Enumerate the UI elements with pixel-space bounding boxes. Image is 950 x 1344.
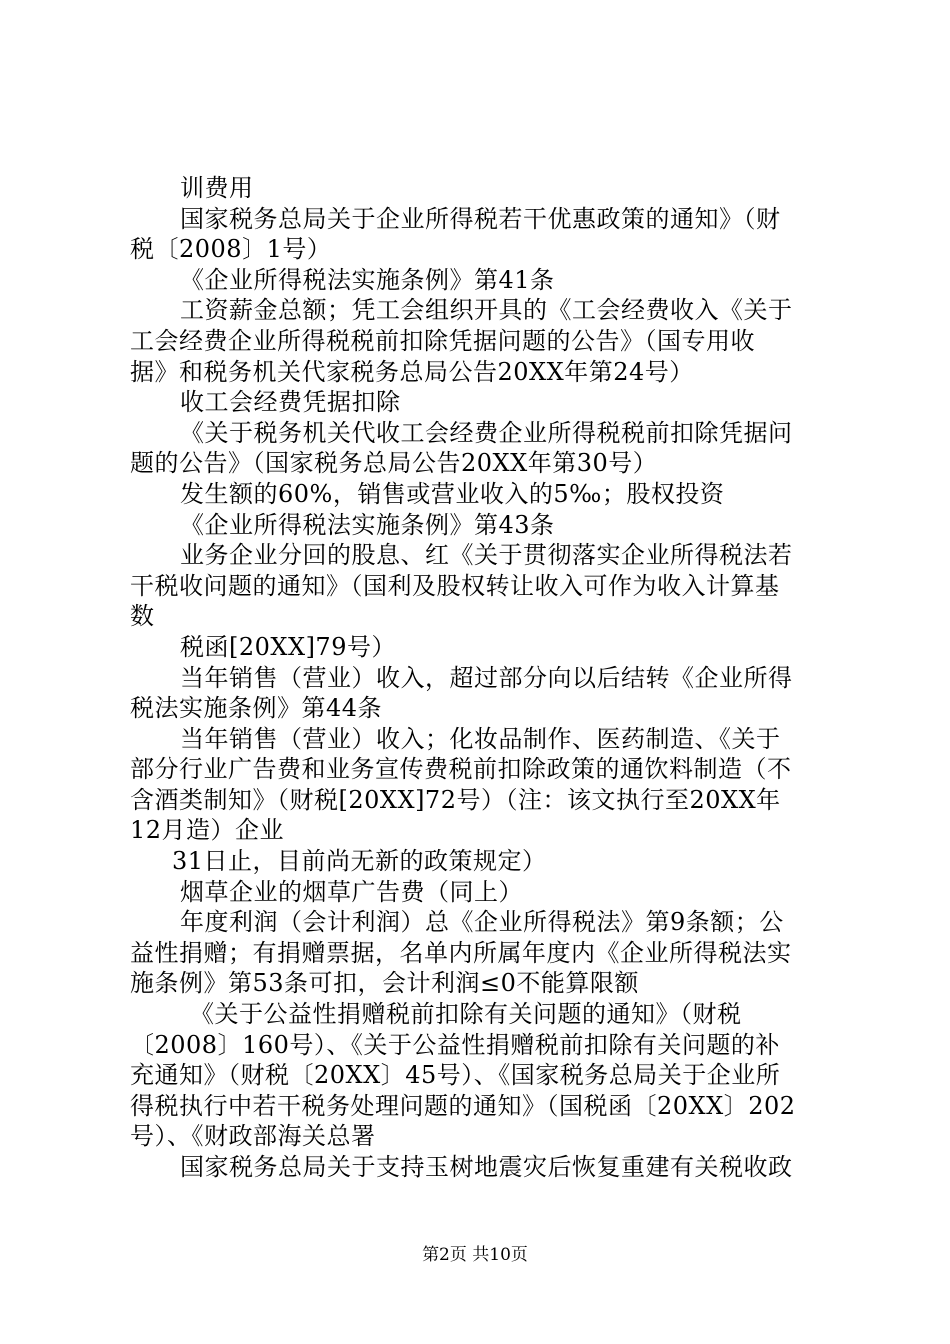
text-line: 31日止，目前尚无新的政策规定） xyxy=(172,847,547,876)
text-line: 益性捐赠；有捐赠票据，名单内所属年度内《企业所得税法实 xyxy=(130,938,792,967)
text-line: 工资薪金总额；凭工会组织开具的《工会经费收入《关于 xyxy=(180,296,793,325)
text-line: 充通知》（财税〔20XX〕45号）、《国家税务总局关于企业所 xyxy=(130,1061,781,1090)
text-line: 收工会经费凭据扣除 xyxy=(180,388,401,417)
page-number-footer: 第2页 共10页 xyxy=(422,1245,528,1265)
text-line: 《关于公益性捐赠税前扣除有关问题的通知》（财税 xyxy=(190,1000,742,1029)
text-line: 当年销售（营业）收入；化妆品制作、医药制造、《关于 xyxy=(180,724,781,753)
text-line: 发生额的60%，销售或营业收入的5‰；股权投资 xyxy=(180,479,725,508)
text-line: 据》和税务机关代家税务总局公告20XX年第24号） xyxy=(130,357,694,386)
text-line: 施条例》第53条可扣，会计利润≤0不能算限额 xyxy=(130,969,639,998)
text-line: 得税执行中若干税务处理问题的通知》（国税函〔20XX〕202 xyxy=(130,1091,796,1120)
text-line: 年度利润（会计利润）总《企业所得税法》第9条额；公 xyxy=(180,908,784,937)
text-line: 题的公告》（国家税务总局公告20XX年第30号） xyxy=(130,449,658,478)
text-line: 部分行业广告费和业务宣传费税前扣除政策的通饮料制造（不 xyxy=(130,755,792,784)
text-line: 国家税务总局关于企业所得税若干优惠政策的通知》（财 xyxy=(180,204,781,233)
text-line: 〔2008〕160号）、《关于公益性捐赠税前扣除有关问题的补 xyxy=(130,1030,780,1059)
text-line: 《关于税务机关代收工会经费企业所得税税前扣除凭据问 xyxy=(180,418,793,447)
text-line: 《企业所得税法实施条例》第43条 xyxy=(180,510,555,539)
text-line: 号）、《财政部海关总署 xyxy=(130,1122,376,1151)
text-line: 《企业所得税法实施条例》第41条 xyxy=(180,265,555,294)
text-line: 数 xyxy=(130,602,155,631)
text-line: 当年销售（营业）收入，超过部分向以后结转《企业所得 xyxy=(180,663,793,692)
text-line: 12月造）企业 xyxy=(130,816,285,845)
text-line: 税〔2008〕1号） xyxy=(130,235,332,264)
text-line: 干税收问题的通知》（国利及股权转让收入可作为收入计算基 xyxy=(130,571,780,600)
document-body xyxy=(130,173,834,1183)
text-line: 国家税务总局关于支持玉树地震灾后恢复重建有关税收政 xyxy=(180,1153,793,1181)
text-line: 税函[20XX]79号） xyxy=(180,632,396,661)
text-line: 含酒类制知》（财税[20XX]72号）（注：该文执行至20XX年 xyxy=(130,785,781,814)
text-line: 业务企业分回的股息、红《关于贯彻落实企业所得税法若 xyxy=(180,541,793,570)
text-line: 税法实施条例》第44条 xyxy=(130,694,383,723)
text-line: 烟草企业的烟草广告费（同上） xyxy=(180,877,523,906)
text-line: 训费用 xyxy=(180,174,254,202)
text-line: 工会经费企业所得税税前扣除凭据问题的公告》（国专用收 xyxy=(130,326,755,355)
